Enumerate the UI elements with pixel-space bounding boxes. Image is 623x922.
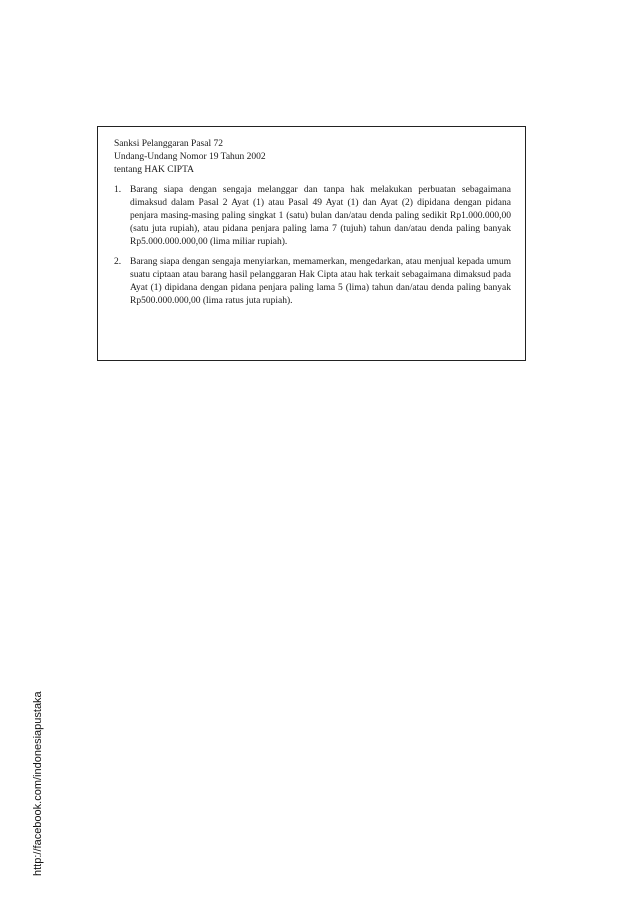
clause-text: Barang siapa dengan sengaja melanggar dan tanpa hak melakukan perbuatan sebagaimana dimaksud dalam Pasal 2 Ayat (1) atau Pasal 49 Ayat (1) dan Ayat (2) dipidana dengan pidana penjara masing-masing paling singkat 1 (satu) bulan dan/atau denda paling sedikit Rp1.000.000,00 (satu juta rupiah), atau pidana penjara paling lama 7 (tujuh) tahun dan/atau denda paling banyak Rp5.000.000.000,00 (lima miliar rupiah). bbox=[130, 185, 511, 247]
law-reference: Undang-Undang Nomor 19 Tahun 2002 bbox=[114, 152, 266, 162]
clause-1 bbox=[114, 184, 511, 249]
notice-header bbox=[114, 138, 511, 177]
clause-text: Barang siapa dengan sengaja menyiarkan, memamerkan, mengedarkan, atau menjual kepada umum suatu ciptaan atau barang hasil pelanggaran Hak Cipta atau hak terkait sebagaimana dimaksud pada Ayat (1) dipidana dengan pidana penjara paling lama 5 (lima) tahun dan/atau denda paling banyak Rp500.000.000,00 (lima ratus juta rupiah). bbox=[130, 257, 511, 306]
clause-number: 2. bbox=[114, 257, 122, 267]
clause-number: 1. bbox=[114, 185, 122, 195]
law-subject: tentang HAK CIPTA bbox=[114, 165, 194, 175]
side-watermark-url: http://facebook.com/indonesiapustaka bbox=[32, 691, 44, 876]
notice-title: Sanksi Pelanggaran Pasal 72 bbox=[114, 139, 223, 149]
copyright-notice-box bbox=[97, 126, 526, 361]
clause-2 bbox=[114, 256, 511, 308]
